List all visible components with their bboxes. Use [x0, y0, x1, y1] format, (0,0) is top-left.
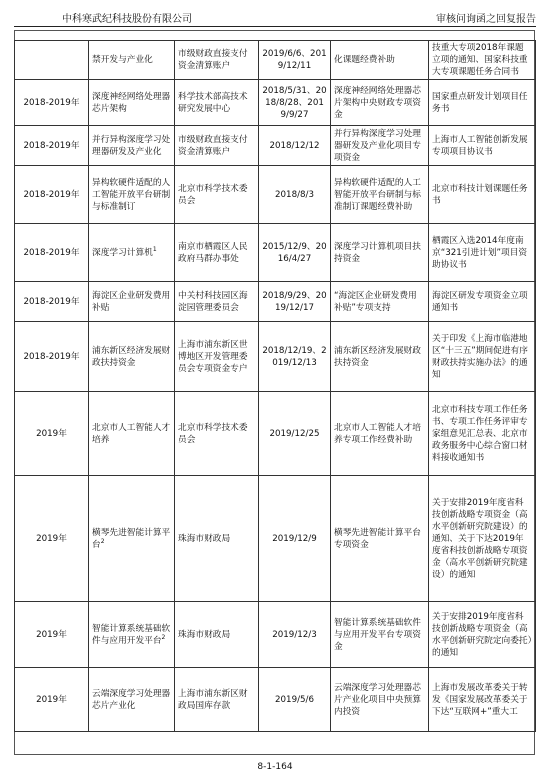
table-row [15, 282, 536, 322]
date-cell [259, 41, 331, 80]
description-cell-text: 深度神经网络处理器芯片架构中央财政专项资金 [334, 85, 421, 120]
source-cell-text: 珠海市财政局 [178, 629, 231, 640]
year-cell-text: 2019年 [36, 629, 67, 640]
source-cell [175, 41, 259, 80]
project-cell [89, 126, 175, 166]
basis-cell [429, 80, 536, 126]
year-cell [15, 41, 89, 80]
date-cell-text: 2018/12/12 [269, 140, 320, 151]
basis-cell [429, 282, 536, 322]
project-cell-text: 横琴先进智能计算平台 [92, 527, 171, 550]
project-cell [89, 80, 175, 126]
date-cell [259, 392, 331, 476]
basis-cell-text: 关于安排2019年度省科技创新战略专项资金（高水平创新研究院建设）的通知、关于下达2019年度省科技创新战略专项资金（高水平创新研究院建设）的通知 [432, 497, 528, 580]
date-cell [259, 282, 331, 322]
description-cell [331, 392, 429, 476]
company-name: 中科寒武纪科技股份有限公司 [62, 14, 192, 25]
source-cell-text: 珠海市财政局 [178, 533, 231, 544]
date-cell [259, 668, 331, 732]
year-cell [15, 166, 89, 224]
basis-cell-text: 关于印发《上海市临港地区“十三五”期间促进有序财政扶持实施办法》的通知 [432, 333, 528, 380]
date-cell-text: 2015/12/9、2016/4/27 [262, 241, 327, 264]
basis-cell [429, 224, 536, 282]
header-rule [14, 26, 536, 27]
table-row [15, 476, 536, 602]
project-cell-text: 北京市人工智能人才培养 [92, 422, 171, 445]
source-cell [175, 668, 259, 732]
basis-cell-text: 北京市科技专项工作任务书、专项工作任务评审专家组意见汇总表、北京市政务服务中心综合窗口材料接收通知书 [432, 404, 528, 463]
description-cell [331, 322, 429, 392]
year-cell-text: 2018-2019年 [23, 296, 80, 307]
year-cell [15, 282, 89, 322]
year-cell [15, 224, 89, 282]
source-cell-text: 市级财政直接支付资金清算账户 [178, 49, 248, 71]
basis-cell [429, 602, 536, 668]
basis-cell [429, 41, 536, 80]
year-cell-text: 2019年 [36, 428, 67, 439]
source-cell [175, 224, 259, 282]
source-cell [175, 166, 259, 224]
table-body [15, 41, 536, 732]
table-row [15, 126, 536, 166]
source-cell [175, 322, 259, 392]
basis-cell [429, 668, 536, 732]
date-cell-text: 2018/5/31、2018/8/28、2019/9/27 [262, 85, 327, 120]
footnote-marker: 2 [161, 633, 166, 641]
description-cell [331, 282, 429, 322]
date-cell [259, 224, 331, 282]
date-cell-text: 2019/6/6、2019/12/11 [262, 49, 327, 71]
basis-cell [429, 476, 536, 602]
table-row [15, 392, 536, 476]
source-cell [175, 80, 259, 126]
project-cell [89, 668, 175, 732]
basis-cell-text: 关于安排2019年度省科技创新战略专项资金（高水平创新研究院定向委托）的通知 [432, 611, 532, 658]
description-cell-text: 异构软硬件适配的人工智能开放平台研制与标准制订课题经费补助 [334, 177, 421, 212]
source-cell-text: 科学技术部高技术研究发展中心 [178, 91, 248, 114]
source-cell-text: 北京市科学技术委员会 [178, 183, 248, 206]
year-cell [15, 322, 89, 392]
year-cell [15, 668, 89, 732]
description-cell [331, 41, 429, 80]
date-cell [259, 166, 331, 224]
basis-cell [429, 392, 536, 476]
table-row [15, 322, 536, 392]
description-cell-text: 深度学习计算机项目扶持资金 [334, 241, 421, 264]
source-cell-text: 上海市浦东新区财政局国库存款 [178, 688, 248, 711]
date-cell-text: 2018/8/3 [274, 189, 315, 200]
date-cell [259, 476, 331, 602]
table-row [15, 80, 536, 126]
description-cell [331, 166, 429, 224]
basis-cell-text: 技重大专项2018年课题立项的通知、国家科技重大专项课题任务合同书 [432, 43, 528, 77]
project-cell [89, 41, 175, 80]
description-cell [331, 80, 429, 126]
date-cell [259, 322, 331, 392]
year-cell-text: 2019年 [36, 533, 67, 544]
year-cell [15, 602, 89, 668]
footnote-marker: 2 [100, 537, 105, 545]
table-row [15, 602, 536, 668]
project-cell-text: 异构软硬件适配的人工智能开放平台研制与标准制订 [92, 177, 171, 212]
description-cell-text: 化课题经费补助 [334, 55, 395, 65]
date-cell [259, 80, 331, 126]
basis-cell [429, 322, 536, 392]
basis-cell-text: 栖霞区入选2014年度南京“321引进计划”项目资助协议书 [432, 235, 528, 270]
project-cell-text: 禁开发与产业化 [92, 55, 153, 65]
basis-cell [429, 166, 536, 224]
document-title: 审核问询函之回复报告 [436, 14, 536, 25]
description-cell-text: 北京市人工智能人才培养专项工作经费补助 [334, 422, 421, 445]
source-cell-text: 上海市浦东新区世博地区开发管理委员会专项资金专户 [178, 339, 248, 374]
date-cell [259, 602, 331, 668]
project-cell-text: 深度学习计算机 [92, 247, 153, 258]
date-cell-text: 2019/12/25 [269, 428, 320, 439]
project-cell [89, 476, 175, 602]
date-cell-text: 2019/12/3 [272, 629, 317, 640]
basis-cell-text: 北京市科技计划课题任务书 [432, 183, 528, 206]
year-cell [15, 476, 89, 602]
date-cell-text: 2018/9/29、2019/12/17 [262, 290, 327, 313]
project-cell-text: 智能计算系统基础软件与应用开发平台 [92, 623, 171, 646]
year-cell-text: 2018-2019年 [23, 351, 80, 362]
project-cell-text: 并行异构深度学习处理器研发及产业化 [92, 134, 171, 157]
project-cell-text: 云端深度学习处理器芯片产业化 [92, 688, 171, 711]
project-cell [89, 282, 175, 322]
description-cell-text: 智能计算系统基础软件与应用开发平台专项资金 [334, 617, 421, 652]
project-cell [89, 224, 175, 282]
project-cell-text: 深度神经网络处理器芯片架构 [92, 91, 171, 114]
table-row [15, 224, 536, 282]
project-cell-text: 海淀区企业研发费用补贴 [92, 290, 171, 313]
page-header [62, 8, 536, 26]
project-cell [89, 322, 175, 392]
project-cell-text: 浦东新区经济发展财政扶持资金 [92, 345, 171, 368]
source-cell [175, 602, 259, 668]
basis-cell-text: 国家重点研发计划项目任务书 [432, 91, 528, 114]
basis-cell-text: 上海市人工智能创新发展专项项目协议书 [432, 134, 528, 157]
footnote-marker: 1 [152, 245, 157, 253]
description-cell-text: 横琴先进智能计算平台专项资金 [334, 527, 421, 550]
source-cell [175, 282, 259, 322]
table-row [15, 668, 536, 732]
year-cell-text: 2018-2019年 [23, 140, 80, 151]
description-cell [331, 476, 429, 602]
description-cell [331, 126, 429, 166]
source-cell-text: 中关村科技园区海淀园管理委员会 [178, 290, 248, 313]
subsidy-table [14, 40, 536, 732]
description-cell-text: 云端深度学习处理器芯片产业化项目中央预算内投资 [334, 682, 421, 717]
description-cell-text: 并行异构深度学习处理器研发及产业化项目专项资金 [334, 128, 421, 163]
description-cell [331, 224, 429, 282]
description-cell-text: “海淀区企业研发费用补贴”专项支持 [334, 290, 417, 313]
date-cell-text: 2019/12/9 [272, 533, 317, 544]
year-cell [15, 126, 89, 166]
description-cell [331, 668, 429, 732]
table-row [15, 166, 536, 224]
basis-cell-text: 海淀区研发专项资金立项通知书 [432, 290, 528, 313]
year-cell-text: 2018-2019年 [23, 189, 80, 200]
year-cell-text: 2018-2019年 [23, 247, 80, 258]
year-cell [15, 80, 89, 126]
source-cell-text: 北京市科学技术委员会 [178, 422, 248, 445]
year-cell-text: 2019年 [36, 694, 67, 705]
date-cell-text: 2018/12/19、2019/12/13 [262, 345, 327, 368]
page-number: 8-1-164 [257, 762, 293, 772]
description-cell-text: 浦东新区经济发展财政扶持资金 [334, 345, 421, 368]
year-cell [15, 392, 89, 476]
source-cell [175, 392, 259, 476]
project-cell [89, 392, 175, 476]
basis-cell-text: 上海市发展改革委关于转发《国家发展改革委关于下达“互联网+”重大工 [432, 682, 528, 717]
description-cell [331, 602, 429, 668]
source-cell [175, 476, 259, 602]
project-cell [89, 166, 175, 224]
source-cell-text: 市级财政直接支付资金清算账户 [178, 134, 248, 157]
year-cell-text: 2018-2019年 [23, 97, 80, 108]
date-cell [259, 126, 331, 166]
date-cell-text: 2019/5/6 [274, 694, 315, 705]
project-cell [89, 602, 175, 668]
source-cell [175, 126, 259, 166]
source-cell-text: 南京市栖霞区人民政府马群办事处 [178, 241, 248, 264]
basis-cell [429, 126, 536, 166]
table-row [15, 41, 536, 80]
